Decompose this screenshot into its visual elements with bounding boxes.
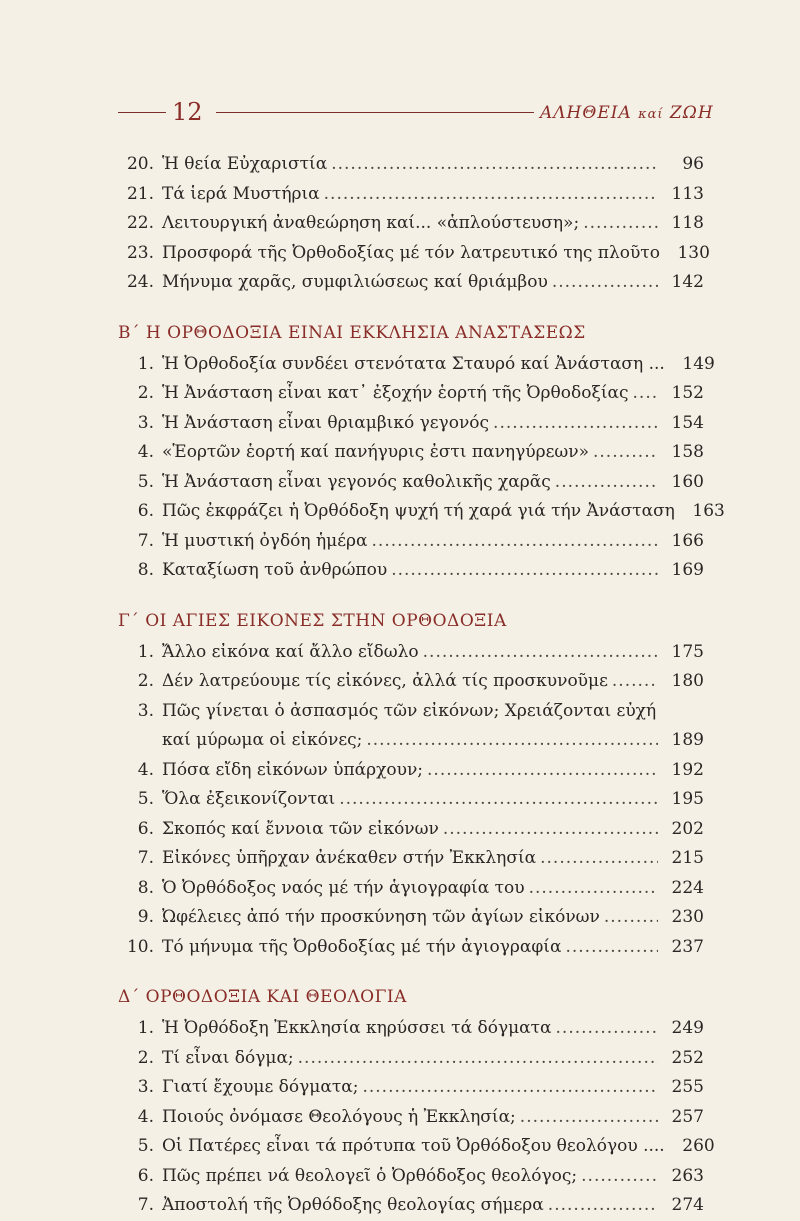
leader-dots [493, 409, 658, 439]
entry-number: 5. [137, 789, 154, 809]
entry-page: 230 [671, 907, 704, 927]
leader-dots [423, 638, 658, 668]
entry-title: Ἡ Ὀρθοδοξία συνδέει στενότατα Σταυρό καί Ἀνάσταση ... [162, 353, 665, 374]
entry-number: 24. [126, 272, 154, 292]
entry-title: Ὅλα ἐξεικονίζονται [162, 789, 336, 809]
entry-title: Μήνυμα χαρᾶς, συμφιλιώσεως καί θριάμβου [162, 272, 548, 292]
entry-number: 9. [137, 907, 154, 927]
leader-dots [581, 1162, 658, 1192]
entry-number: 3. [137, 412, 154, 433]
leader-dots [520, 1103, 658, 1133]
entry-page: 215 [671, 848, 704, 868]
entry-page: 169 [671, 560, 704, 580]
entry-title: Δέν λατρεύουμε τίς εἰκόνες, ἀλλά τίς προσκυνοῦμε [162, 671, 608, 691]
entry-number: 5. [137, 1136, 154, 1156]
toc-entry [118, 844, 704, 874]
section-d-title: Δ΄ ΟΡΘΟΔΟΞΙΑ ΚΑΙ ΘΕΟΛΟΓΙΑ [118, 987, 407, 1007]
toc-entry [118, 1103, 704, 1133]
entry-number: 2. [137, 1047, 154, 1068]
toc-entry [118, 1044, 704, 1074]
entry-title: Ἡ Ἀνάσταση εἶναι γεγονός καθολικῆς χαρᾶς [162, 471, 551, 492]
toc-entry [118, 556, 704, 586]
leader-dots [529, 874, 658, 904]
toc-entry [118, 1073, 704, 1103]
entry-page: 163 [692, 501, 725, 521]
entry-title-continued: καί μύρωμα οἱ εἰκόνες; [162, 730, 363, 750]
entry-number: 2. [137, 383, 154, 403]
entry-title: «Ἑορτῶν ἑορτή καί πανήγυρις ἐστι πανηγύρεων» [162, 442, 589, 462]
entry-page: 224 [671, 877, 704, 898]
toc-entry [118, 1014, 704, 1044]
leader-dots [565, 933, 658, 963]
header-rule-left [118, 112, 166, 113]
entry-number: 20. [126, 154, 154, 174]
entry-number: 1. [137, 641, 154, 662]
entry-page: 152 [671, 383, 704, 403]
toc-entry [118, 438, 704, 468]
toc-entry [118, 268, 704, 298]
leader-dots [324, 180, 658, 210]
toc-entry [118, 638, 704, 668]
section-b-title: Β΄ Η ΟΡΘΟΔΟΞΙΑ ΕΙΝΑΙ ΕΚΚΛΗΣΙΑ ΑΝΑΣΤΑΣΕΩΣ [118, 322, 586, 343]
entry-number: 7. [137, 530, 154, 551]
entry-number: 4. [137, 759, 154, 780]
entry-page: 195 [671, 789, 704, 809]
entry-number: 1. [137, 1018, 154, 1038]
entry-page: 255 [671, 1077, 704, 1097]
entry-title: Καταξίωση τοῦ ἀνθρώπου [162, 560, 388, 580]
table-of-contents [118, 150, 725, 1221]
leader-dots [372, 527, 658, 557]
toc-entry [118, 667, 704, 697]
toc-entry [118, 150, 704, 180]
entry-page: 192 [671, 759, 704, 780]
entry-number: 4. [137, 1106, 154, 1127]
leader-dots [443, 815, 658, 845]
toc-entry [118, 379, 704, 409]
entry-number: 7. [137, 1195, 154, 1215]
entry-title: Πόσα εἴδη εἰκόνων ὑπάρχουν; [162, 759, 424, 780]
running-title-main: ΑΛΗΘΕΙΑ [540, 103, 639, 123]
toc-entry [118, 409, 704, 439]
entry-number: 3. [137, 700, 154, 721]
section-b [118, 316, 725, 586]
entry-number: 6. [137, 818, 154, 839]
toc-entry [118, 874, 704, 904]
entry-page: 175 [671, 641, 704, 662]
section-d [118, 980, 715, 1221]
entry-title: Ἡ Ἀνάσταση εἶναι θριαμβικό γεγονός [162, 412, 490, 433]
header-rule-middle [216, 112, 534, 113]
entry-title: Τό μήνυμα τῆς Ὀρθοδοξίας μέ τήν ἁγιογραφία [162, 936, 562, 957]
leader-dots [298, 1044, 658, 1074]
leader-dots [362, 1073, 658, 1103]
entry-page: 113 [671, 183, 704, 204]
toc-entry [118, 756, 704, 786]
entry-number: 7. [137, 848, 154, 868]
entry-title: Πῶς γίνεται ὁ ἀσπασμός τῶν εἰκόνων; Χρειάζονται εὐχή [162, 700, 657, 721]
toc-entry [118, 1162, 704, 1192]
leader-dots [427, 756, 658, 786]
entry-title: Οἱ Πατέρες εἶναι τά πρότυπα τοῦ Ὀρθόδοξου θεολόγου .... [162, 1136, 665, 1156]
entry-number: 1. [137, 353, 154, 374]
leader-dots [391, 556, 658, 586]
running-header [0, 96, 800, 130]
leader-dots [583, 209, 658, 239]
entry-page: 249 [671, 1018, 704, 1038]
entry-title: Εἰκόνες ὑπῆρχαν ἀνέκαθεν στήν Ἐκκλησία [162, 848, 537, 868]
entry-title: Ποιούς ὀνόμασε Θεολόγους ἡ Ἐκκλησία; [162, 1106, 516, 1127]
leader-dots [612, 667, 658, 697]
section-a [118, 150, 710, 298]
section-c [118, 604, 704, 963]
entry-page: 260 [682, 1136, 715, 1156]
toc-entry [118, 1191, 704, 1221]
entry-page: 189 [671, 730, 704, 750]
entry-title: Προσφορά τῆς Ὀρθοδοξίας μέ τόν λατρευτικό της πλοῦτο [162, 242, 660, 263]
running-title-end: ΖΩΗ [663, 103, 714, 123]
toc-entry [118, 1132, 715, 1162]
entry-title: Τά ἱερά Μυστήρια [162, 183, 320, 204]
toc-entry-line [118, 697, 704, 727]
entry-page: 237 [671, 936, 704, 957]
entry-title: Λειτουργική ἀναθεώρηση καί... «ἁπλούστευση»; [162, 213, 580, 233]
leader-dots [604, 903, 658, 933]
toc-entry [118, 785, 704, 815]
entry-number: 6. [137, 501, 154, 521]
leader-dots [633, 379, 658, 409]
leader-dots [556, 1014, 658, 1044]
toc-entry [118, 209, 704, 239]
entry-title: Ἀποστολή τῆς Ὀρθόδοξης θεολογίας σήμερα [162, 1195, 544, 1215]
toc-entry [118, 726, 704, 756]
entry-page: 263 [671, 1165, 704, 1186]
leader-dots [555, 468, 658, 498]
entry-number: 22. [126, 213, 154, 233]
section-c-title: Γ΄ ΟΙ ΑΓΙΕΣ ΕΙΚΟΝΕΣ ΣΤΗΝ ΟΡΘΟΔΟΞΙΑ [118, 610, 507, 631]
entry-title: Γιατί ἔχουμε δόγματα; [162, 1077, 359, 1097]
toc-entry [118, 497, 725, 527]
entry-page: 154 [671, 412, 704, 433]
entry-page: 202 [671, 818, 704, 839]
entry-title: Πῶς πρέπει νά θεολογεῖ ὁ Ὀρθόδοξος θεολόγος; [162, 1165, 578, 1186]
entry-title: Τί εἶναι δόγμα; [162, 1047, 294, 1068]
toc-entry [118, 903, 704, 933]
entry-number: 8. [137, 877, 154, 898]
toc-entry [118, 239, 710, 269]
entry-number: 2. [137, 671, 154, 691]
entry-page: 257 [671, 1106, 704, 1127]
entry-number: 10. [126, 936, 154, 957]
entry-title: Ὠφέλειες ἀπό τήν προσκύνηση τῶν ἁγίων εἰκόνων [162, 907, 600, 927]
toc-entry [118, 933, 704, 963]
entry-page: 158 [671, 442, 704, 462]
entry-page: 96 [682, 154, 704, 174]
entry-title: Σκοπός καί ἔννοια τῶν εἰκόνων [162, 818, 439, 839]
leader-dots [552, 268, 658, 298]
entry-title: Πῶς ἐκφράζει ἡ Ὀρθόδοξη ψυχή τή χαρά γιά τήν Ἀνάσταση [162, 501, 675, 521]
entry-page: 274 [671, 1195, 704, 1215]
leader-dots [593, 438, 658, 468]
toc-entry [118, 815, 704, 845]
leader-dots [548, 1191, 658, 1221]
entry-title: Ἡ μυστική ὀγδόη ἡμέρα [162, 530, 368, 551]
running-title [540, 102, 714, 126]
entry-page: 180 [671, 671, 704, 691]
leader-dots [331, 150, 658, 180]
leader-dots [366, 726, 658, 756]
entry-page: 142 [671, 272, 704, 292]
entry-page: 166 [671, 530, 704, 551]
entry-page: 130 [677, 242, 710, 263]
entry-number: 23. [126, 242, 154, 263]
entry-page: 118 [671, 213, 704, 233]
running-title-conjunction: καί [638, 107, 664, 122]
entry-title: Ἄλλο εἰκόνα καί ἄλλο εἴδωλο [162, 641, 419, 662]
leader-dots [339, 785, 658, 815]
entry-page: 149 [682, 353, 715, 374]
page-number: 12 [172, 98, 203, 126]
entry-title: Ἡ Ἀνάσταση εἶναι κατ᾿ ἐξοχήν ἑορτή τῆς Ὀρθοδοξίας [162, 383, 629, 403]
entry-title: Ὁ Ὀρθόδοξος ναός μέ τήν ἁγιογραφία του [162, 877, 525, 898]
entry-number: 4. [137, 442, 154, 462]
entry-number: 8. [137, 560, 154, 580]
entry-page: 252 [671, 1047, 704, 1068]
toc-entry [118, 180, 704, 210]
toc-entry [118, 468, 704, 498]
toc-entry [118, 350, 715, 380]
leader-dots [540, 844, 658, 874]
entry-number: 5. [137, 471, 154, 492]
entry-number: 6. [137, 1165, 154, 1186]
entry-number: 21. [126, 183, 154, 204]
entry-title: Ἡ Ὀρθόδοξη Ἐκκλησία κηρύσσει τά δόγματα [162, 1018, 552, 1038]
entry-title: Ἡ θεία Εὐχαριστία [162, 154, 328, 174]
entry-page: 160 [671, 471, 704, 492]
entry-number: 3. [137, 1077, 154, 1097]
toc-entry [118, 527, 704, 557]
